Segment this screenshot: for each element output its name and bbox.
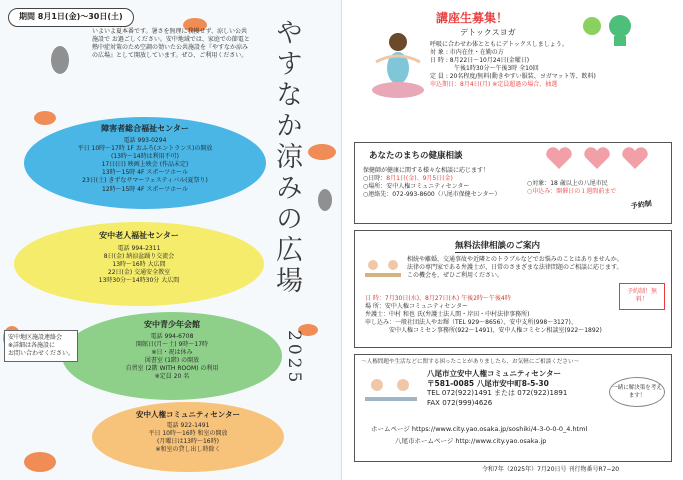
hearts-icon — [545, 145, 665, 173]
detail-line: 午後1時30分～午後3時 全10回 — [454, 65, 539, 73]
vertical-title: やすなか涼みの広場 — [271, 18, 302, 297]
facility-name: 安中人権コミュニティセンター — [136, 410, 240, 419]
health-title: あなたのまちの健康相談 — [369, 151, 463, 161]
facility-name: 安中青少年会館 — [144, 320, 200, 329]
detail-line: 13時30分～14時30分 大広間 — [98, 277, 180, 285]
course-details — [430, 41, 596, 90]
intro-line: 施設で お過ごしください。安中地域では、家庭での節電と — [92, 36, 250, 44]
target-line: ○対象：18 歳以上の八尾市民 — [527, 180, 608, 187]
health-details-right — [527, 180, 616, 196]
fax: FAX 072(999)4626 — [427, 398, 493, 407]
detail-line: ※日・祝は休み — [151, 349, 193, 357]
detail-line: この機会を、ぜひご利用ください。 — [407, 272, 504, 280]
contact-note — [4, 330, 78, 362]
facility-name: 障害者総合福祉センター — [101, 124, 189, 133]
yoga-figure-icon — [368, 28, 428, 108]
detail-line: 弁護士：中村 和也 氏(弁護士法人関・岸田・中村法律事務所) — [365, 311, 530, 319]
detail-line: (月曜日は13時～16時) — [157, 438, 219, 446]
detail-line: 13時～15時 4F スポーツホール — [102, 169, 188, 177]
city-homepage-link[interactable]: 八尾市ホームページ http://www.city.yao.osaka.jp — [395, 437, 547, 445]
period-label: 期間 8月1日(金)～30日(土) — [8, 8, 134, 27]
note-line: お問い合わせください。 — [8, 350, 75, 358]
facility-circle-4 — [92, 402, 284, 472]
detail-line: 定 員 : 20名程度/無料(動きやすい服装、ヨガマット等、飲料) — [430, 73, 596, 81]
detail-line: 相続や離婚、交通事故や近隣とのトラブルなどでお悩みのことはありませんか。 — [407, 256, 623, 263]
intro-line: 熱中症対策のため空調の効いた公共施設を『やすなか涼み — [92, 44, 249, 52]
facility-circle-3 — [62, 312, 282, 400]
detail-line: 13時～16時 大広間 — [112, 261, 166, 269]
health-section — [354, 142, 672, 224]
detail-line: 電話 994-6708 — [150, 333, 194, 340]
legal-details — [407, 256, 623, 280]
detail-line: 電話 994-2311 — [117, 245, 161, 252]
facility-name: 安中老人福祉センター — [99, 231, 179, 240]
contact-details — [427, 369, 567, 408]
intro-line: いよいよ夏本番です。暑さを無理に我慢せず、涼しい公共 — [92, 28, 248, 35]
legal-schedule — [365, 295, 602, 335]
homepage-link[interactable]: ホームページ https://www.city.yao.osaka.jp/soshiki/4-3-0-0-0_4.html — [371, 425, 588, 433]
detail-line: 12時～15時 4F スポーツホール — [102, 185, 188, 193]
contact-section — [354, 354, 672, 462]
detail-line: 呼吸に合わせわ体とともにデトックスしましょう。 — [430, 41, 568, 48]
issue-footer: 令和7年（2025年）7月20日号 刊行物番号R7−20 — [482, 466, 620, 473]
org-name: 八尾市立安中人権コミュニティセンター — [427, 369, 561, 378]
detail-line: 電話 922-1491 — [166, 422, 210, 429]
detail-line: ○連絡先：072-993-8600（八尾市保健センター） — [363, 191, 501, 199]
detail-line: 自習室 (2階 WITH ROOM) の利用 — [125, 365, 219, 373]
detail-line: ○場所：安中人権コミュニティセンター — [363, 183, 470, 191]
detail-line: 8日(金) 納涼盆踊り交流会 — [103, 253, 175, 261]
note-line: ※詳細は各施設に — [8, 342, 56, 350]
detail-line: 日 時 : 8月22日～10月24日(金曜日) — [430, 57, 530, 65]
detail-line: 平日 10時～17時 1F おふろ(エントランス)の開放 — [77, 145, 213, 153]
consultation-date: 8月1日(金)、9月5日(金) — [386, 175, 453, 183]
detail-line: 17日(日) 映画上映会 (作品未定) — [101, 161, 189, 169]
detail-line: ※和室の貸し出し時除く — [155, 446, 221, 454]
yoga-section — [354, 6, 672, 134]
detail-line: 保健師が健康に関する様々な相談に応じます！ — [363, 167, 490, 174]
intro-line: の広場』として開放しています。ぜひ、ご利用ください。 — [92, 52, 248, 60]
reservation-badge: 予約制 — [630, 199, 653, 211]
detail-line: 22日(金) 交通安全教室 — [107, 269, 171, 277]
legal-section — [354, 230, 672, 348]
vertical-year: 2025 — [284, 330, 304, 386]
counselor-illustration-icon — [361, 371, 421, 411]
course-title: 講座生募集！ — [436, 11, 509, 25]
detail-line: 開館日(月～土) 9時～17時 — [135, 341, 209, 349]
detail-line: 安中人権コミセン事務所(922～1491)、安中人権コミセン相談室(922～1892) — [389, 327, 602, 335]
note-line: 安中地区施設連絡会 — [8, 334, 63, 341]
apply-line: ○申込み：開催日の１週間前まで — [527, 188, 617, 196]
facility-circle-1 — [24, 117, 266, 209]
speech-bubble: 一緒に解決策を考えます！ — [609, 377, 665, 407]
left-page — [0, 0, 341, 480]
detail-line: ○日時： — [363, 175, 387, 183]
facility-details — [24, 137, 266, 194]
facility-circle-2 — [14, 222, 264, 306]
detail-line: ※定員 20 名 — [154, 373, 190, 381]
detail-line: 23日(土) きずなサマーフェスティバル(夏祭り) — [82, 177, 208, 185]
right-page — [341, 0, 683, 480]
legal-title: 無料法律相談のご案内 — [455, 241, 540, 253]
reservation-free-badge: 予約制！無料！ — [619, 283, 665, 310]
detail-line: 図書室 (1階) の開放 — [144, 357, 200, 365]
health-details — [363, 167, 501, 199]
detail-line: 対 象 : 市内在住・在勤の方 — [430, 49, 504, 57]
facility-details — [92, 422, 284, 454]
consultation-illustration-icon — [363, 253, 403, 291]
phone: TEL 072(922)1491 または 072(922)1891 — [427, 389, 568, 398]
intro-text — [92, 28, 250, 60]
detail-line: 平日 10時～16時 和室の開放 — [148, 430, 228, 438]
detail-line: 電話 993-0294 — [123, 137, 167, 144]
detail-line: 申し込み：一般社団法人やお輝（TEL 929～8656）、安中支所(998～3127)、 — [365, 319, 577, 327]
detail-line: (13時～14時は利用不可) — [111, 153, 179, 161]
detail-line: 日 時：7月30日(水)、8月27日(木) 午後2時～午後4時 — [365, 295, 511, 302]
address: 〒581-0085 八尾市安中町8-5-30 — [427, 379, 549, 389]
contact-header: ～人権問題や生活などに関する困ったことがありましたら、お気軽にご相談ください～ — [361, 359, 580, 365]
detail-line: 場 所：安中人権コミュニティセンター — [365, 303, 469, 311]
course-subtitle: デトックスヨガ — [460, 28, 516, 37]
facility-details — [62, 333, 282, 382]
apply-deadline: 申込期日：8月4日(月) ※定員超過の場合、抽選 — [430, 81, 558, 89]
detail-line: 法律の専門家である弁護士が、日常のさまざまな法律問題のご相談に応じます。 — [407, 264, 623, 272]
facility-details — [14, 245, 264, 285]
